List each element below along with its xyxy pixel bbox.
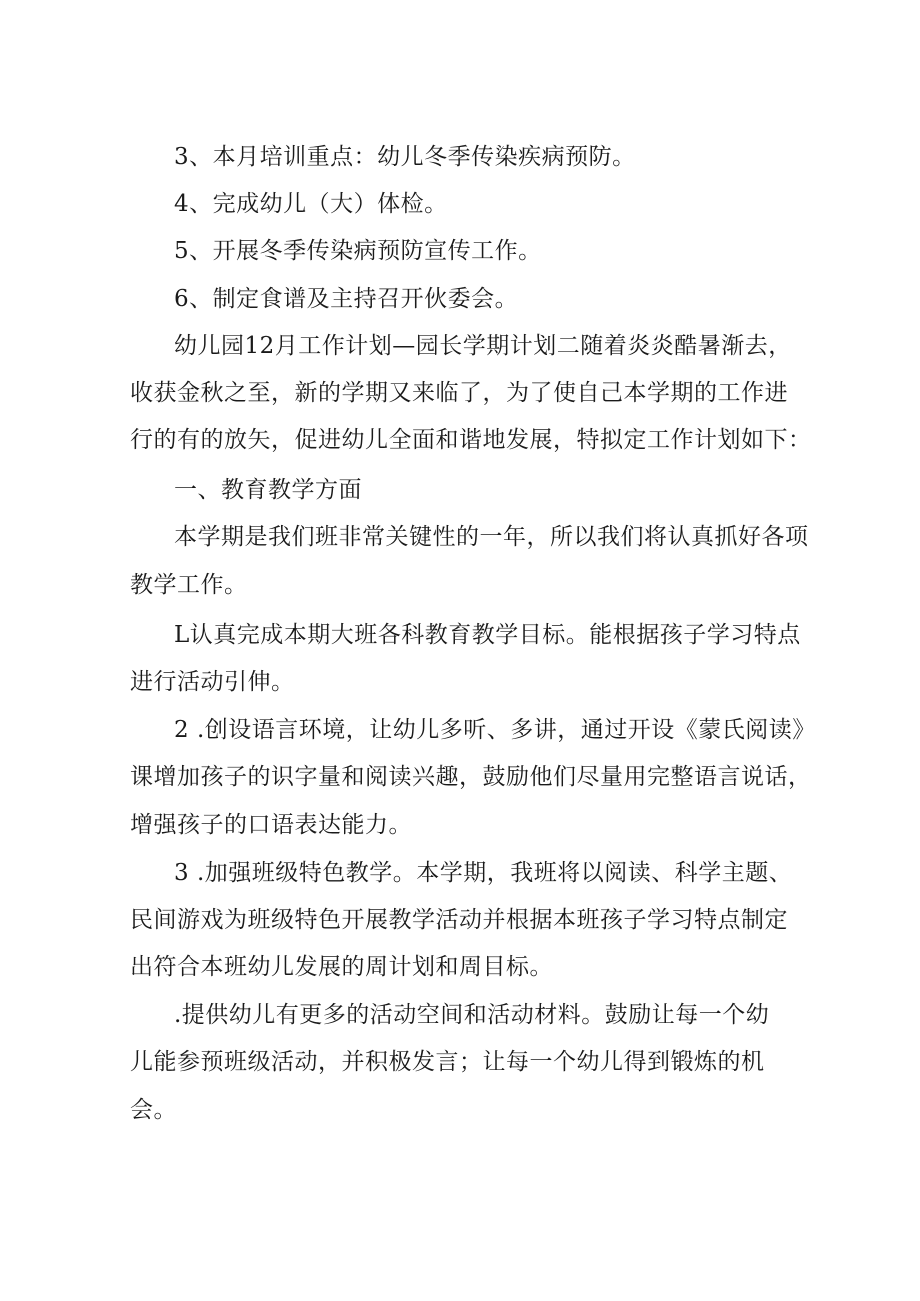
text-line: 教学工作。 (130, 572, 248, 598)
text-line: 收获金秋之至，新的学期又来临了，为了使自己本学期的工作进 (130, 380, 788, 406)
text-line: 民间游戏为班级特色开展教学活动并根据本班孩子学习特点制定 (130, 907, 788, 933)
text-line: 增强孩子的口语表达能力。 (130, 812, 412, 838)
text-line: 3 .加强班级特色教学。本学期，我班将以阅读、科学主题、 (174, 860, 793, 886)
text-line: 出符合本班幼儿发展的周计划和周目标。 (130, 954, 553, 980)
text-line: .提供幼儿有更多的活动空间和活动材料。鼓励让每一个幼 (174, 1002, 770, 1028)
text-line: 行的有的放矢，促进幼儿全面和谐地发展，特拟定工作计划如下： (130, 427, 812, 453)
text-line: 本学期是我们班非常关键性的一年，所以我们将认真抓好各项 (174, 524, 809, 550)
text-line: 6、制定食谱及主持召开伙委会。 (174, 286, 519, 312)
text-line: L认真完成本期大班各科教育教学目标。能根据孩子学习特点 (174, 622, 801, 648)
text-line: 3、本月培训重点：幼儿冬季传染疾病预防。 (174, 144, 636, 170)
text-line: 幼儿园12月工作计划—园长学期计划二随着炎炎酷暑渐去， (174, 333, 792, 359)
text-line: 进行活动引伸。 (130, 669, 295, 695)
text-line: 会。 (130, 1097, 177, 1123)
text-line: 课增加孩子的识字量和阅读兴趣，鼓励他们尽量用完整语言说话， (130, 764, 812, 790)
section-heading: 一、教育教学方面 (174, 477, 362, 503)
text-line: 4、完成幼儿（大）体检。 (174, 191, 448, 217)
text-line: 2 .创设语言环境，让幼儿多听、多讲，通过开设《蒙氏阅读》 (174, 717, 816, 743)
text-line: 儿能参预班级活动，并积极发言；让每一个幼儿得到锻炼的机 (130, 1049, 765, 1075)
text-line: 5、开展冬季传染病预防宣传工作。 (174, 238, 542, 264)
